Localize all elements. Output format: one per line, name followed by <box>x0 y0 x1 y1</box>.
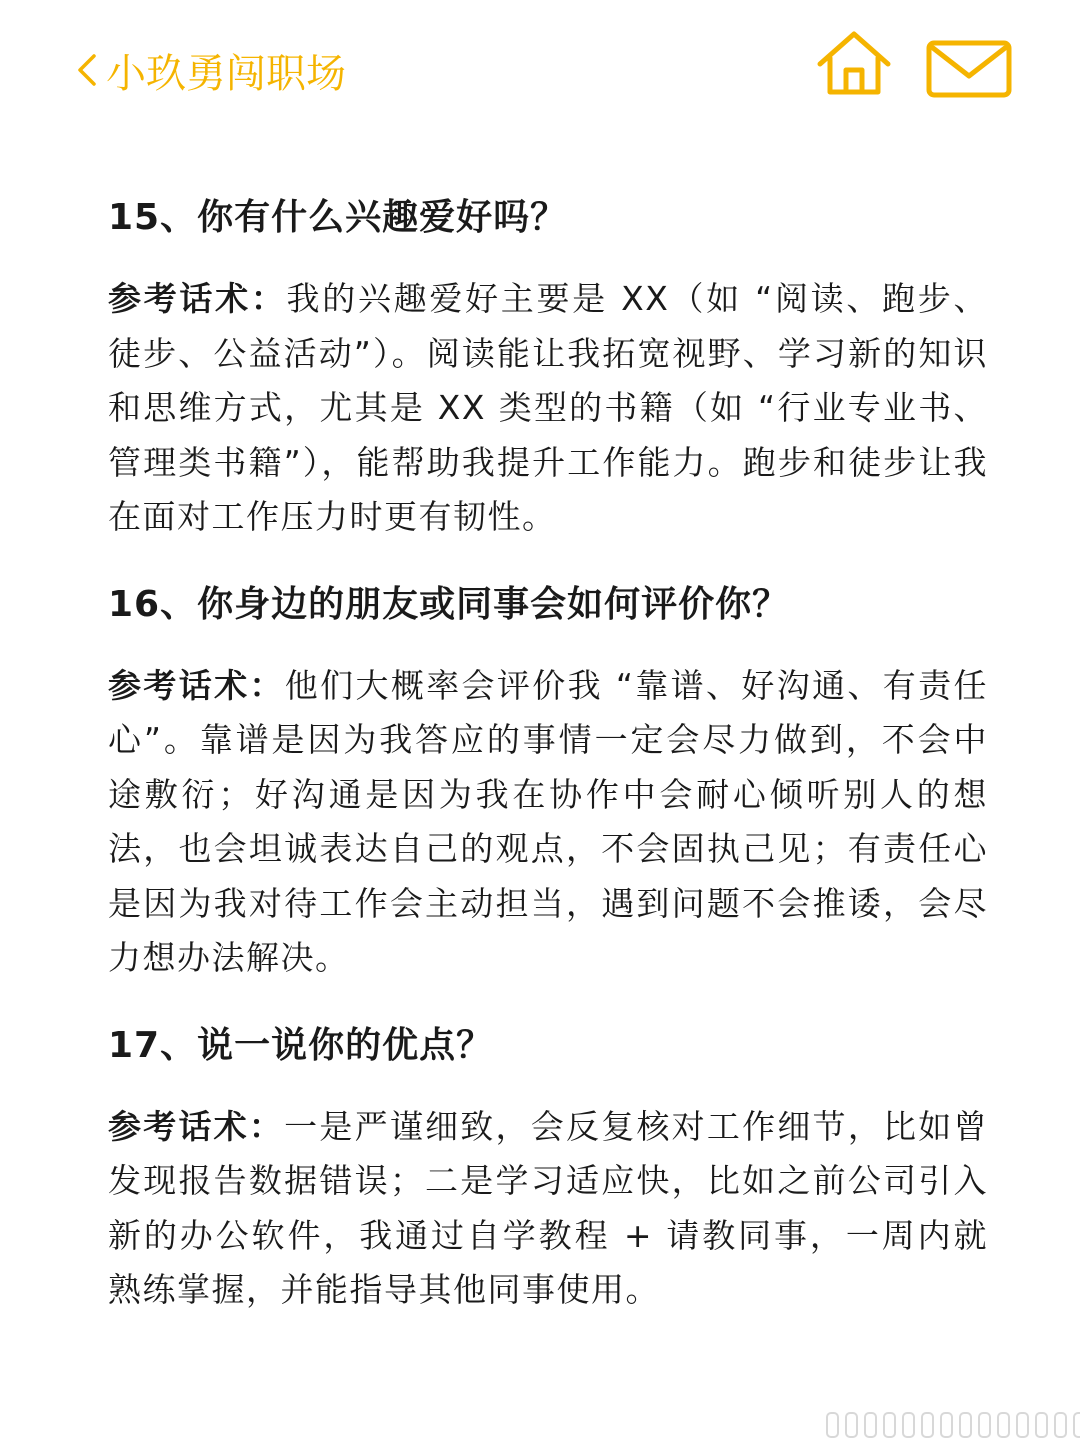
answer-paragraph <box>108 1100 988 1318</box>
question-title: 16、你身边的朋友或同事会如何评价你？ <box>108 583 790 625</box>
chevron-left-icon <box>72 48 102 92</box>
article-body <box>108 188 988 1348</box>
question-title: 17、说一说你的优点？ <box>108 1024 494 1066</box>
top-bar <box>0 0 1080 140</box>
back-button[interactable] <box>72 40 346 100</box>
answer-lead: 参考话术： <box>108 1106 285 1146</box>
answer-text: 他们大概率会评价我 “靠谱、好沟通、有责任心”。靠谱是因为我答应的事情一定会尽力做到，不会中途敷衍；好沟通是因为我在协作中会耐心倾听别人的想法，也会坦诚表达自己的观点，不会固执己见；有责任心是因为我对待工作会主动担当，遇到问题不会推诿，会尽力想办法解决。 <box>108 665 988 977</box>
home-icon[interactable] <box>816 30 892 98</box>
answer-paragraph <box>108 659 988 986</box>
question-section <box>108 575 988 986</box>
question-section <box>108 188 988 545</box>
watermark-logo <box>826 1412 1080 1438</box>
mail-icon[interactable] <box>926 40 1012 98</box>
answer-text: 我的兴趣爱好主要是 XX（如 “阅读、跑步、徒步、公益活动”）。阅读能让我拓宽视野、学习新的知识和思维方式，尤其是 XX 类型的书籍（如 “行业专业书、管理类书籍”），能帮助我提升工作能力。跑步和徒步让我在面对工作压力时更有韧性。 <box>108 279 988 536</box>
answer-lead: 参考话术： <box>108 279 287 318</box>
back-label: 小玖勇闯职场 <box>106 50 346 97</box>
question-section <box>108 1016 988 1318</box>
question-title: 15、你有什么兴趣爱好吗？ <box>108 197 568 238</box>
answer-lead: 参考话术： <box>108 665 285 705</box>
answer-paragraph <box>108 272 988 545</box>
answer-text: 一是严谨细致，会反复核对工作细节，比如曾发现报告数据错误；二是学习适应快，比如之前公司引入新的办公软件，我通过自学教程 + 请教同事，一周内就熟练掌握，并能指导其他同事使用。 <box>108 1106 989 1309</box>
